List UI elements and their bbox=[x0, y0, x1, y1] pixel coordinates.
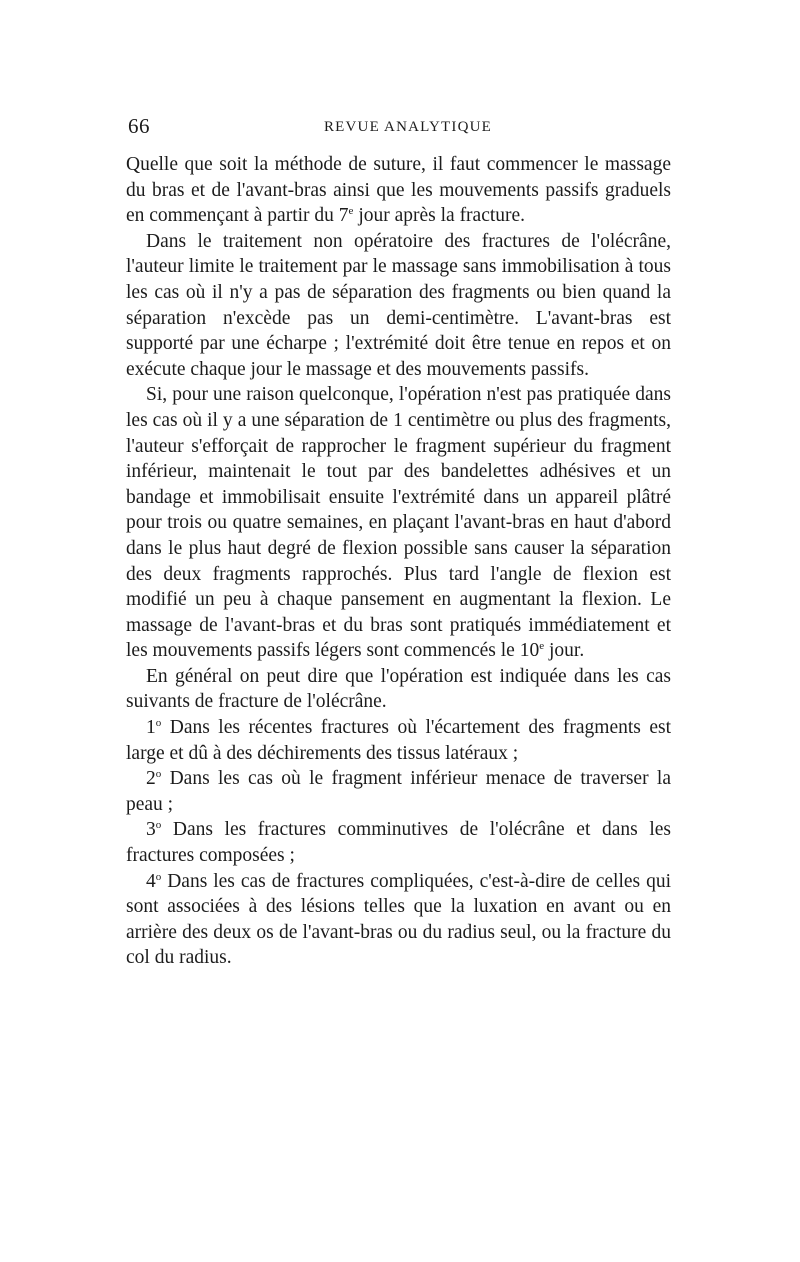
list-item: 4$^o$ Dans les cas de fractures compliquées, c'est-à-dire de celles qui sont associées à des lésions telles que la luxation en avant ou en arrière des deux os de l'avant-bras ou du radius seul, ou la fracture du col du radius. bbox=[126, 870, 671, 969]
list-item: 3$^o$ Dans les fractures comminutives de l'olécrâne et dans les fractures composées ; bbox=[126, 819, 671, 867]
paragraph: Si, pour une raison quelconque, l'opération n'est pas pratiquée dans les cas où il y a une séparation de 1 centimètre ou plus des fragments, l'auteur s'efforçait de rapprocher le fragment supérieur du fragment inférieur, maintenait le tout par des bandelettes adhésives et un bandage et immobilisait ensuite l'extrémité dans un appareil plâtré pour trois ou quatre semaines, en plaçant l'avant-bras en haut d'abord dans le plus haut degré de flexion possible sans causer la séparation des deux fragments rapprochés. Plus tard l'angle de flexion est modifié un peu à chaque pansement en augmentant la flexion. Le massage de l'avant-bras et du bras sont pratiqués immédiatement et les mouvements passifs légers sont commencés le 10e jour. bbox=[126, 384, 671, 662]
running-header: REVUE ANALYTIQUE bbox=[323, 119, 493, 135]
list-item: 1$^o$ Dans les récentes fractures où l'écartement des fragments est large et dû à des déchirements des tissus latéraux ; bbox=[126, 717, 671, 764]
body-text bbox=[126, 152, 671, 971]
paragraph: Dans le traitement non opératoire des fractures de l'olécrâne, l'auteur limite le traitement par le massage sans immobilisation à tous les cas où il n'y a pas de séparation des fragments ou bien quand la séparation n'excède pas un demi-centimètre. L'avant-bras est supporté par une écharpe ; l'extrémité doit être tenue en repos et on exécute chaque jour le massage et des mouvements passifs. bbox=[126, 230, 671, 380]
list-item: 2$^o$ Dans les cas où le fragment inférieur menace de traverser la peau ; bbox=[126, 768, 671, 815]
paragraph: Quelle que soit la méthode de suture, il faut commencer le massage du bras et de l'avant-bras ainsi que les mouvements passifs graduels en commençant à partir du 7e jour après la fracture. bbox=[126, 154, 671, 227]
paragraph: En général on peut dire que l'opération est indiquée dans les cas suivants de fracture de l'olécrâne. bbox=[126, 665, 671, 713]
page-number: 66 bbox=[128, 114, 150, 138]
